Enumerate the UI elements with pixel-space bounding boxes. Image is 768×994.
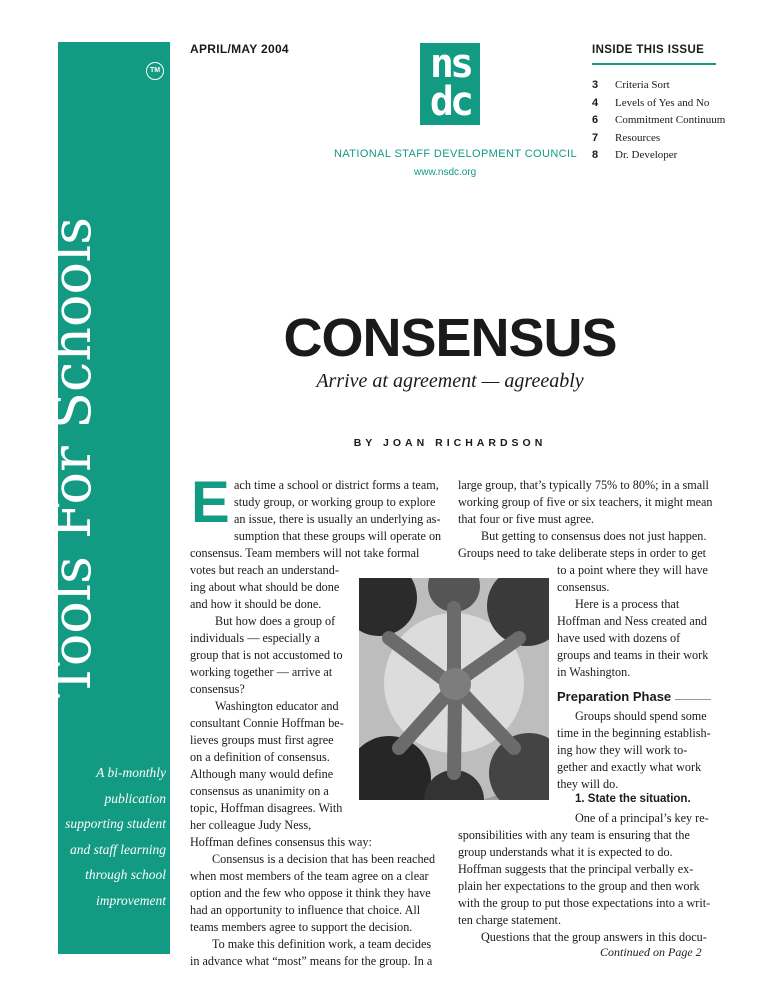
publisher-url[interactable]: www.nsdc.org	[414, 167, 477, 178]
article-line: One of a principal’s key re-	[575, 811, 709, 825]
article-line: ing how they will work to-	[557, 743, 688, 757]
article-line: in advance what “most” means for the group. In a	[190, 954, 433, 968]
toc-item[interactable]	[592, 79, 742, 97]
toc-label: Levels of Yes and No	[615, 96, 710, 109]
tagline-line: publication	[104, 790, 166, 806]
article-line: ach time a school or district forms a team,	[234, 478, 439, 492]
article-line: working together — arrive at	[190, 665, 333, 679]
article-line: Washington educator and	[215, 699, 339, 713]
toc-label: Criteria Sort	[615, 79, 670, 91]
tagline-line: supporting student	[65, 816, 166, 831]
toc-page: 8	[592, 149, 599, 161]
tagline-line: through school	[85, 867, 166, 882]
article-line: Questions that the group answers in this docu-	[481, 930, 707, 944]
article-line: with the group to put those expectations into a writ-	[458, 896, 711, 910]
trademark-badge: TM	[146, 62, 164, 80]
article-line: lieves groups must first agree	[190, 733, 334, 747]
article-line: Here is a process that	[575, 597, 680, 611]
article-line: working group of five or six teachers, it might mean	[458, 495, 713, 509]
toc-item[interactable]	[592, 114, 742, 132]
article-line: individuals — especially a	[190, 631, 320, 645]
continued-link[interactable]: Continued on Page 2	[600, 945, 702, 959]
issue-date: APRIL/MAY 2004	[190, 42, 289, 56]
toc-label: Dr. Developer	[615, 149, 678, 161]
article-line: ing about what should be done	[190, 580, 340, 594]
toc-item[interactable]	[592, 149, 742, 167]
article-line: plain her expectations to the group and then work	[458, 879, 700, 893]
article-subhead: Arrive at agreement — agreeably	[316, 370, 584, 392]
article-line: Hoffman and Ness created and	[557, 614, 708, 628]
article-line: consensus?	[190, 682, 245, 696]
article-line: But how does a group of	[215, 614, 336, 628]
article-line: her colleague Judy Ness,	[190, 818, 312, 832]
article-line: when most members of the team agree on a clear	[190, 869, 429, 883]
article-line: they will do.	[557, 777, 619, 791]
article-line: an issue, there is usually an underlying as-	[234, 512, 441, 526]
logo-text-bottom: dc	[429, 79, 471, 125]
section-heading-rule	[675, 699, 711, 700]
masthead-tagline	[62, 760, 166, 913]
publication-title: Tools For Schools	[40, 216, 103, 698]
tagline-line: improvement	[96, 892, 166, 908]
article-byline: BY JOAN RICHARDSON	[353, 437, 547, 449]
article-headline: CONSENSUS	[283, 308, 617, 368]
step-heading: 1. State the situation.	[575, 793, 691, 805]
toc-page: 3	[592, 79, 599, 91]
toc-label: Commitment Continuum	[615, 114, 726, 126]
nsdc-logo[interactable]	[420, 43, 480, 125]
tagline-line: and staff learning	[69, 841, 166, 857]
article-line: Groups should spend some	[575, 709, 707, 723]
article-line: groups and teams in their work	[557, 648, 709, 662]
article-line: in Washington.	[557, 665, 631, 679]
article-line: topic, Hoffman disagrees. With	[190, 801, 343, 815]
article-line: votes but reach an understand-	[190, 563, 339, 577]
table-of-contents	[592, 79, 742, 167]
article-line: group that is not accustomed to	[190, 648, 343, 662]
toc-item[interactable]	[592, 132, 742, 150]
drop-cap: E	[191, 470, 230, 535]
article-line: to a point where they will have	[557, 563, 708, 577]
article-line: have used with dozens of	[557, 631, 681, 645]
article-line: To make this definition work, a team decides	[212, 937, 432, 951]
section-heading: Preparation Phase	[557, 689, 672, 704]
article-line: Hoffman defines consensus this way:	[190, 835, 372, 849]
article-line: Although many would define	[190, 767, 334, 781]
article-line: group understands what it is expected to do.	[458, 845, 673, 859]
photo-illustration	[359, 578, 549, 800]
inside-issue-divider	[592, 63, 716, 65]
article-line: consensus.	[557, 580, 610, 594]
article-line: consensus. Team members will not take formal	[190, 546, 420, 560]
article-line: But getting to consensus does not just happen.	[481, 529, 707, 543]
article-line: large group, that’s typically 75% to 80%; in a small	[458, 478, 709, 492]
article-line: teams members agree to support the decision.	[190, 920, 413, 934]
article-line: study group, or working group to explore	[234, 495, 436, 509]
article-line: had an opportunity to influence that choice. All	[190, 903, 421, 917]
article-line: sumption that these groups will operate on	[234, 529, 442, 543]
article-line: time in the beginning establish-	[557, 726, 711, 740]
article-line: consensus as unanimity on a	[190, 784, 329, 798]
tagline-line: A bi-monthly	[96, 765, 166, 780]
article-line: option and the few who oppose it think they have	[190, 886, 431, 900]
toc-page: 7	[592, 131, 599, 144]
article-line: consultant Connie Hoffman be-	[190, 716, 344, 730]
article-line: Hoffman suggests that the principal verbally ex-	[458, 862, 694, 876]
article-line: Consensus is a decision that has been reached	[212, 852, 436, 866]
article-line: gether and exactly what work	[557, 760, 702, 774]
toc-label: Resources	[615, 131, 661, 144]
logo-text-top: ns	[429, 41, 471, 87]
article-line: ten charge statement.	[458, 913, 561, 927]
article-line: that four or five must agree.	[458, 512, 595, 526]
publisher-name: NATIONAL STAFF DEVELOPMENT COUNCIL	[334, 148, 578, 160]
article-line: and how it should be done.	[190, 597, 322, 611]
article-line: on a definition of consensus.	[190, 750, 330, 764]
toc-page: 4	[592, 96, 599, 109]
team-hands-photo	[359, 578, 549, 800]
article-line: Groups need to take deliberate steps in order to get	[458, 546, 707, 560]
inside-issue-title: INSIDE THIS ISSUE	[592, 44, 705, 56]
toc-item[interactable]	[592, 97, 742, 115]
article-line: sponsibilities with any team is ensuring that the	[458, 828, 690, 842]
toc-page: 6	[592, 114, 599, 126]
